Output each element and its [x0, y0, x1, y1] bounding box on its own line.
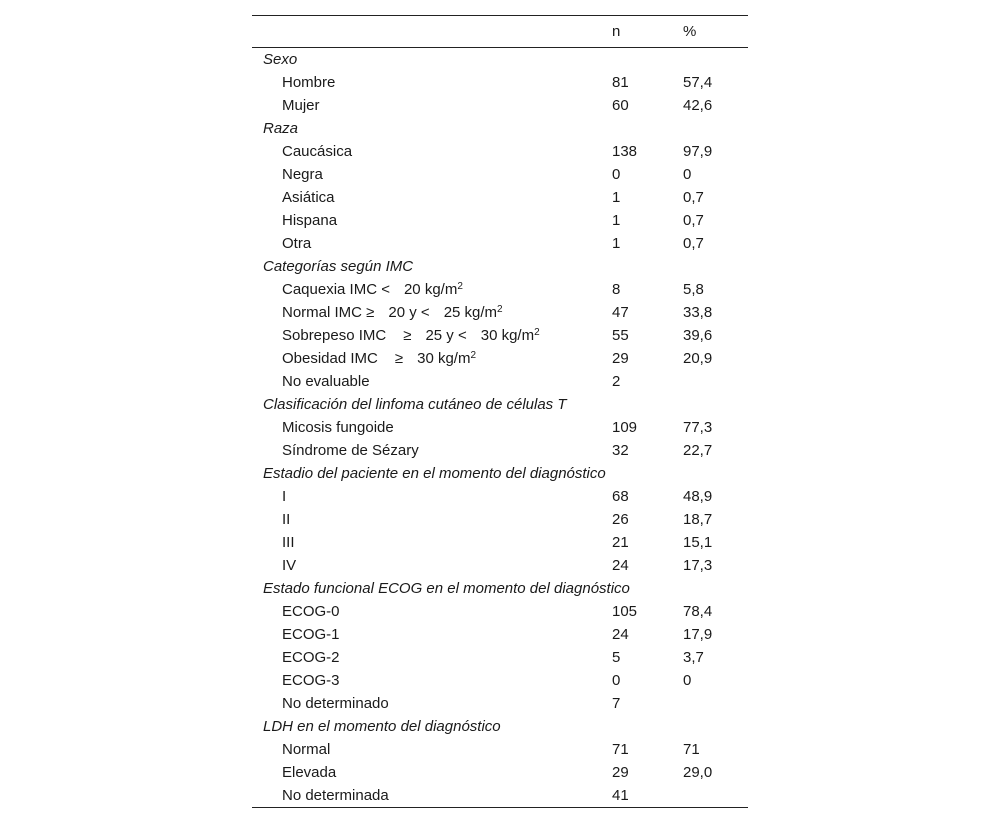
row-label: IV — [282, 557, 297, 574]
table-row — [252, 439, 748, 462]
table-row — [252, 623, 748, 646]
table-row — [252, 485, 748, 508]
label-part: 25 kg/m — [443, 304, 498, 321]
row-pct: 18,7 — [683, 511, 713, 528]
row-label: Caucásica — [282, 143, 353, 160]
label-part: Normal IMC ≥ — [282, 304, 375, 321]
row-pct — [683, 784, 748, 808]
row-pct: 0 — [683, 166, 692, 183]
row-label: No determinado — [282, 695, 389, 712]
row-label — [252, 324, 612, 347]
header-label — [252, 16, 612, 48]
table-row — [252, 531, 748, 554]
row-n: 29 — [612, 764, 629, 781]
row-n: 32 — [612, 442, 629, 459]
row-pct: 77,3 — [683, 419, 713, 436]
row-pct: 5,8 — [683, 281, 704, 298]
table-row — [252, 646, 748, 669]
unit-superscript: 2 — [534, 327, 540, 338]
row-label: Hispana — [282, 212, 338, 229]
row-label: Asiática — [282, 189, 335, 206]
row-n: 68 — [612, 488, 629, 505]
table-row — [252, 186, 748, 209]
table-row — [252, 232, 748, 255]
row-label: Mujer — [282, 97, 320, 114]
row-pct: 0,7 — [683, 235, 704, 252]
section-row-ldh — [252, 715, 748, 738]
section-title-ecog: Estado funcional ECOG en el momento del diagnóstico — [263, 580, 630, 597]
table-row — [252, 692, 748, 715]
label-part: 20 y < — [388, 304, 430, 321]
label-part: ≥ — [394, 350, 404, 367]
table-row — [252, 209, 748, 232]
row-n: 5 — [612, 649, 621, 666]
row-label — [252, 278, 612, 301]
row-pct: 17,9 — [683, 626, 713, 643]
table-row — [252, 508, 748, 531]
row-pct: 15,1 — [683, 534, 713, 551]
section-row-clasificacion — [252, 393, 748, 416]
table-row — [252, 140, 748, 163]
row-pct: 0 — [683, 672, 692, 689]
row-n: 2 — [612, 373, 621, 390]
row-pct: 97,9 — [683, 143, 713, 160]
unit-superscript: 2 — [497, 304, 503, 315]
header-row — [252, 16, 748, 48]
row-label: Negra — [282, 166, 323, 183]
table-row — [252, 94, 748, 117]
table-row — [252, 71, 748, 94]
label-part: Caquexia IMC < — [282, 281, 390, 298]
row-pct: 0,7 — [683, 212, 704, 229]
section-title-ldh: LDH en el momento del diagnóstico — [263, 718, 501, 735]
table-row — [252, 324, 748, 347]
table-header — [252, 16, 748, 48]
label-part: 30 kg/m — [417, 350, 471, 367]
row-pct: 17,3 — [683, 557, 713, 574]
row-n: 1 — [612, 235, 621, 252]
row-pct — [683, 692, 748, 715]
label-part: 25 y < — [425, 327, 467, 344]
row-n: 41 — [612, 787, 629, 804]
table-row — [252, 784, 748, 808]
row-label: Normal — [282, 741, 331, 758]
table-row — [252, 600, 748, 623]
table-row — [252, 669, 748, 692]
section-row-imc — [252, 255, 748, 278]
table-row — [252, 347, 748, 370]
row-n: 21 — [612, 534, 629, 551]
section-title-raza: Raza — [263, 120, 299, 137]
row-label: II — [282, 511, 291, 528]
row-label: Micosis fungoide — [282, 419, 394, 436]
row-n: 0 — [612, 672, 621, 689]
row-n: 24 — [612, 557, 629, 574]
row-n: 81 — [612, 74, 629, 91]
row-label: ECOG-3 — [282, 672, 340, 689]
table-row — [252, 301, 748, 324]
row-n: 105 — [612, 603, 638, 620]
row-n: 1 — [612, 189, 621, 206]
row-n: 109 — [612, 419, 638, 436]
label-part: Obesidad IMC — [282, 350, 378, 367]
section-title-imc: Categorías según IMC — [263, 258, 414, 275]
section-title-clasificacion: Clasificación del linfoma cutáneo de células T — [263, 396, 567, 413]
characteristics-table-container — [252, 15, 748, 808]
label-part: Sobrepeso IMC — [282, 327, 387, 344]
row-label: No evaluable — [282, 373, 370, 390]
row-label: Síndrome de Sézary — [282, 442, 419, 459]
row-label — [252, 347, 612, 370]
patient-characteristics-table — [252, 15, 748, 808]
header-pct: % — [683, 23, 697, 40]
row-pct: 48,9 — [683, 488, 713, 505]
row-pct: 33,8 — [683, 304, 713, 321]
row-n: 0 — [612, 166, 621, 183]
row-label: ECOG-0 — [282, 603, 340, 620]
row-label: No determinada — [282, 787, 389, 804]
row-n: 60 — [612, 97, 629, 114]
row-n: 47 — [612, 304, 629, 321]
row-pct: 71 — [683, 741, 700, 758]
section-row-ecog — [252, 577, 748, 600]
row-label: III — [282, 534, 295, 551]
row-pct: 20,9 — [683, 350, 713, 367]
table-row — [252, 554, 748, 577]
label-part: ≥ — [403, 327, 412, 344]
unit-superscript: 2 — [470, 350, 477, 361]
unit-superscript: 2 — [457, 281, 463, 292]
row-n: 138 — [612, 143, 638, 160]
row-label: ECOG-1 — [282, 626, 340, 643]
row-n: 24 — [612, 626, 629, 643]
row-pct: 42,6 — [683, 97, 713, 114]
row-label — [252, 301, 612, 324]
table-row — [252, 278, 748, 301]
section-row-estadio — [252, 462, 748, 485]
row-label: Otra — [282, 235, 312, 252]
row-label: Hombre — [282, 74, 336, 91]
row-label: Elevada — [282, 764, 337, 781]
row-pct: 78,4 — [683, 603, 713, 620]
section-title-sexo: Sexo — [263, 51, 298, 68]
header-n: n — [612, 23, 621, 40]
row-n: 26 — [612, 511, 629, 528]
label-part: 30 kg/m — [480, 327, 535, 344]
section-row-raza — [252, 117, 748, 140]
row-label: I — [282, 488, 287, 505]
table-row — [252, 738, 748, 761]
row-pct: 3,7 — [683, 649, 704, 666]
table-row — [252, 370, 748, 393]
table-row — [252, 163, 748, 186]
row-pct: 39,6 — [683, 327, 713, 344]
row-pct: 0,7 — [683, 189, 704, 206]
row-pct: 29,0 — [683, 764, 713, 781]
section-title-estadio: Estadio del paciente en el momento del diagnóstico — [263, 465, 606, 482]
label-part: 20 kg/m — [403, 281, 458, 298]
row-n: 55 — [612, 327, 629, 344]
row-n: 1 — [612, 212, 621, 229]
row-pct: 22,7 — [683, 442, 713, 459]
row-n: 8 — [612, 281, 621, 298]
row-n: 71 — [612, 741, 629, 758]
row-n: 29 — [612, 350, 629, 367]
row-pct: 57,4 — [683, 74, 713, 91]
section-row-sexo — [252, 48, 748, 72]
table-row — [252, 761, 748, 784]
table-body — [252, 48, 748, 808]
row-label: ECOG-2 — [282, 649, 340, 666]
row-n: 7 — [612, 695, 621, 712]
table-row — [252, 416, 748, 439]
row-pct — [683, 370, 748, 393]
